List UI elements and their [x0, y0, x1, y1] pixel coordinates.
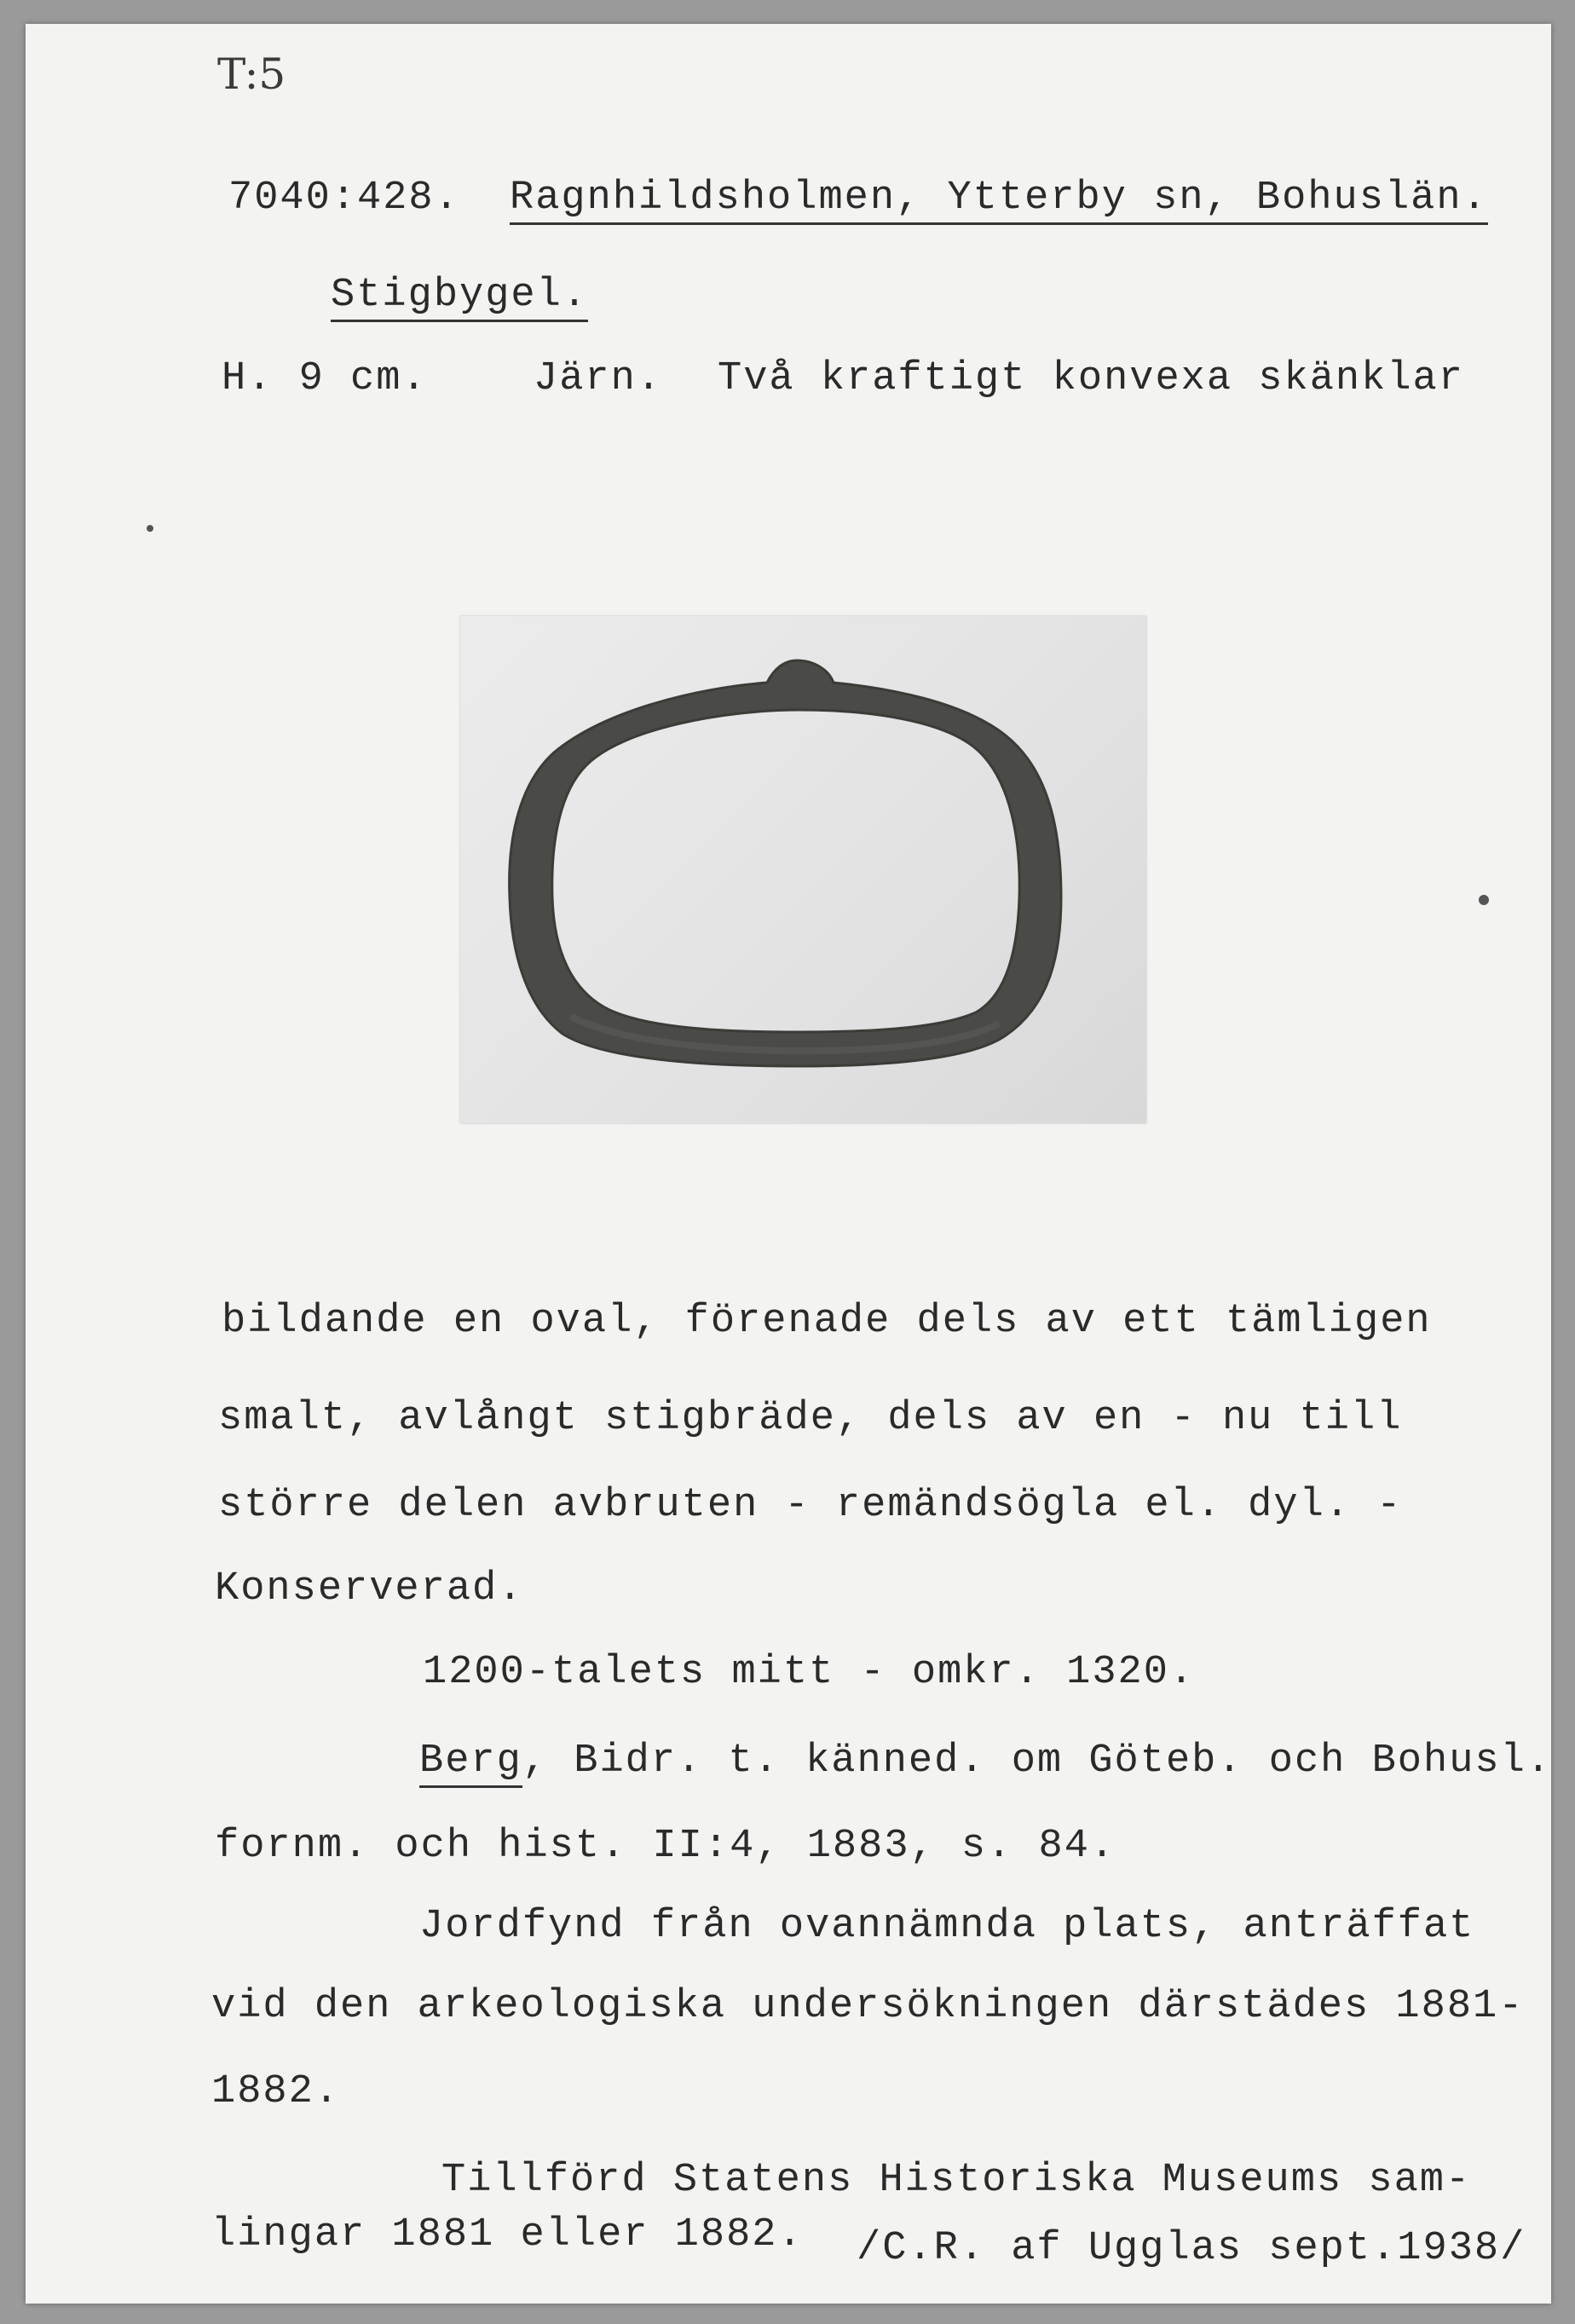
description-line: smalt, avlångt stigbräde, dels av en - nu till [218, 1396, 1403, 1441]
find-line: 1882. [211, 2069, 341, 2114]
object-material: Järn. [534, 356, 663, 401]
corner-note: T:5 [217, 49, 286, 99]
find-line: Jordfynd från ovannämnda plats, anträffat [419, 1904, 1475, 1949]
catalogue-number: 7040:428. [228, 176, 460, 221]
speck [147, 525, 153, 532]
catalogue-card [26, 24, 1551, 2304]
object-height: H. 9 cm. [222, 356, 428, 401]
description-head: Två kraftigt konvexa skänklar [718, 356, 1464, 401]
description-line: bildande en oval, förenade dels av ett tämligen [222, 1299, 1432, 1344]
accession-line: Tillförd Statens Historiska Museums sam- [441, 2158, 1472, 2203]
reference-line: Berg, Bidr. t. känned. om Göteb. och Bohusl. [419, 1739, 1552, 1784]
accession-line: lingar 1881 eller 1882. [211, 2212, 804, 2258]
find-line: vid den arkeologiska undersökningen därstädes 1881- [211, 1984, 1525, 2029]
signature: /C.R. af Ugglas sept.1938/ [857, 2226, 1526, 2271]
description-line: Konserverad. [215, 1566, 524, 1612]
speck [1479, 895, 1489, 905]
stirrup-photo-image [460, 616, 1146, 1123]
reference-line: fornm. och hist. II:4, 1883, s. 84. [215, 1824, 1116, 1869]
dating: 1200-talets mitt - omkr. 1320. [423, 1650, 1196, 1695]
description-line: större delen avbruten - remändsögla el. dyl. - [218, 1483, 1403, 1528]
object-name: Stigbygel. [331, 273, 588, 322]
stirrup-photo [460, 616, 1146, 1123]
find-place: Ragnhildsholmen, Ytterby sn, Bohuslän. [510, 176, 1488, 225]
reference-author: Berg [419, 1739, 522, 1788]
